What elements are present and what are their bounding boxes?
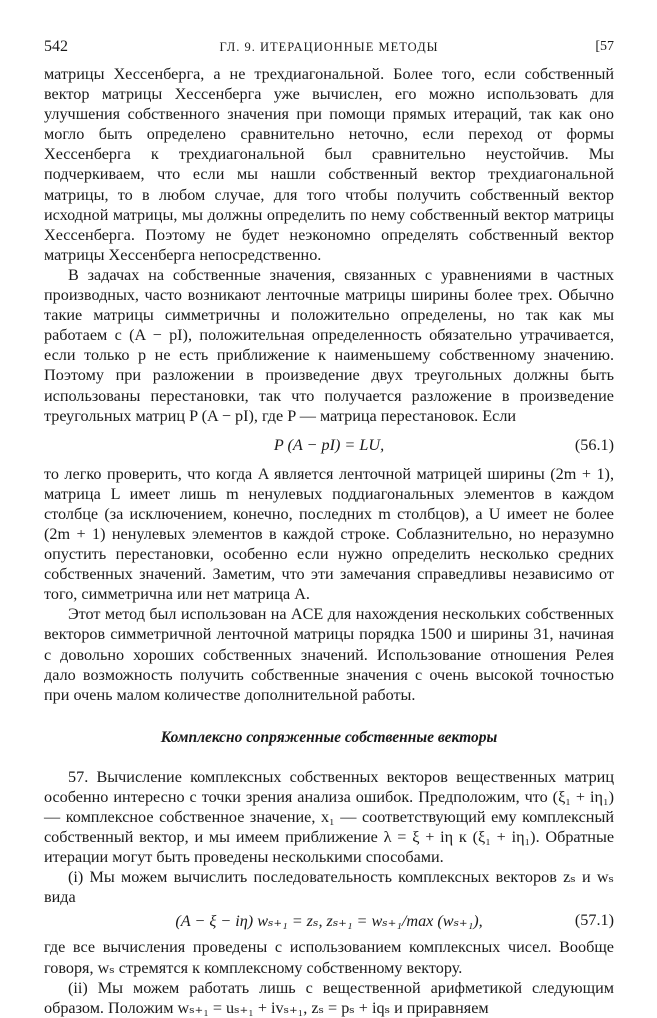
page-header — [44, 38, 614, 64]
section-marker: [57 — [595, 39, 614, 54]
section-title: Комплексно сопряженные собственные векторы — [160, 728, 498, 746]
equation-57-1 — [44, 907, 614, 937]
paragraph-57: 57. Вычисление комплексных собственных векторов вещественных матриц особенно интересно с точки зрения анализа ошибок. Предположим, что (ξ₁ + iη₁) — комплексное собственное значение, x₁ — соответствующий ему комплексный собственный вектор, и мы имеем приближение λ = ξ + iη к (ξ₁ + iη₁). Обратные итерации могут быть проведены несколькими способами. — [44, 767, 614, 867]
page-number: 542 — [44, 38, 68, 55]
equation-expression: P (A − pI) = LU, — [273, 435, 385, 454]
equation-56-1 — [44, 426, 614, 464]
paragraph-ace: Этот метод был использован на ACE для нахождения нескольких собственных векторов симметричной ленточной матрицы порядка 1500 и ширины 31, начиная с довольно хороших собственных значений. Использование отношения Релея дало возможность получить собственные значения с очень высокой точностью при очень малом количестве дополнительной работы. — [44, 605, 614, 704]
paragraph-hessenberg: матрицы Хессенберга, а не трехдиагональной. Более того, если собственный вектор матрицы Хессенберга уже вычислен, его можно использовать для улучшения собственного значения при помощи прямых итераций, так как оно могло быть определено сравнительно неточно, если переход от формы Хессенберга к трехдиагональной был сравнительно неустойчив. Мы подчеркиваем, что если мы нашли собственный вектор трехдиагональной матрицы, то в любом случае, для того чтобы получить собственный вектор исходной матрицы, мы должны определить по нему собственный вектор матрицы Хессенберга. Поэтому не будет неэкономно определять собственный вектор матрицы Хессенберга непосредственно. — [44, 65, 614, 264]
equation-number: (57.1) — [574, 911, 614, 930]
equation-number: (56.1) — [574, 435, 614, 454]
paragraph-method-i: (i) Мы можем вычислить последовательность комплексных векторов zₛ и wₛ вида — [44, 868, 614, 907]
book-page — [44, 38, 614, 1018]
paragraph-complex-arith: где все вычисления проведены с использованием комплексных чисел. Вообще говоря, wₛ стремятся к комплексному собственному вектору. — [44, 938, 614, 977]
paragraph-band-matrices: В задачах на собственные значения, связанных с уравнениями в частных производных, часто возникают ленточные матрицы ширины более трех. Обычно такие матрицы симметричны и положительно определены, но так как мы работаем с (A − pI), положительная определенность обязательно утрачивается, если только p не есть приближение к наименьшему собственному значению. Поэтому при разложении в произведение двух треугольных должны быть использованы перестановки, так что получается разложение в произведение треугольных матриц P (A − pI), где P — матрица перестановок. Если — [44, 265, 614, 425]
paragraph-method-ii: (ii) Мы можем работать лишь с вещественной арифметикой следующим образом. Положим wₛ₊₁ = uₛ₊₁ + ivₛ₊₁, zₛ = pₛ + iqₛ и приравняем — [44, 978, 614, 1017]
equation-expression: (A − ξ − iη) wₛ₊₁ = zₛ, zₛ₊₁ = wₛ₊₁/max (wₛ₊₁), — [175, 912, 483, 931]
paragraph-lu-band: то легко проверить, что когда A является ленточной матрицей ширины (2m + 1), матрица L имеет лишь m ненулевых поддиагональных элементов в каждом столбце (за исключением, конечно, последних m столбцов), а U имеет не более (2m + 1) ненулевых элементов в каждой строке. Соблазнительно, но неразумно опустить перестановки, особенно если нужно определить несколько средних собственных значений. Заметим, что эти замечания справедливы независимо от того, симметрична или нет матрица A. — [44, 464, 614, 604]
running-title: ГЛ. 9. ИТЕРАЦИОННЫЕ МЕТОДЫ — [219, 40, 439, 54]
